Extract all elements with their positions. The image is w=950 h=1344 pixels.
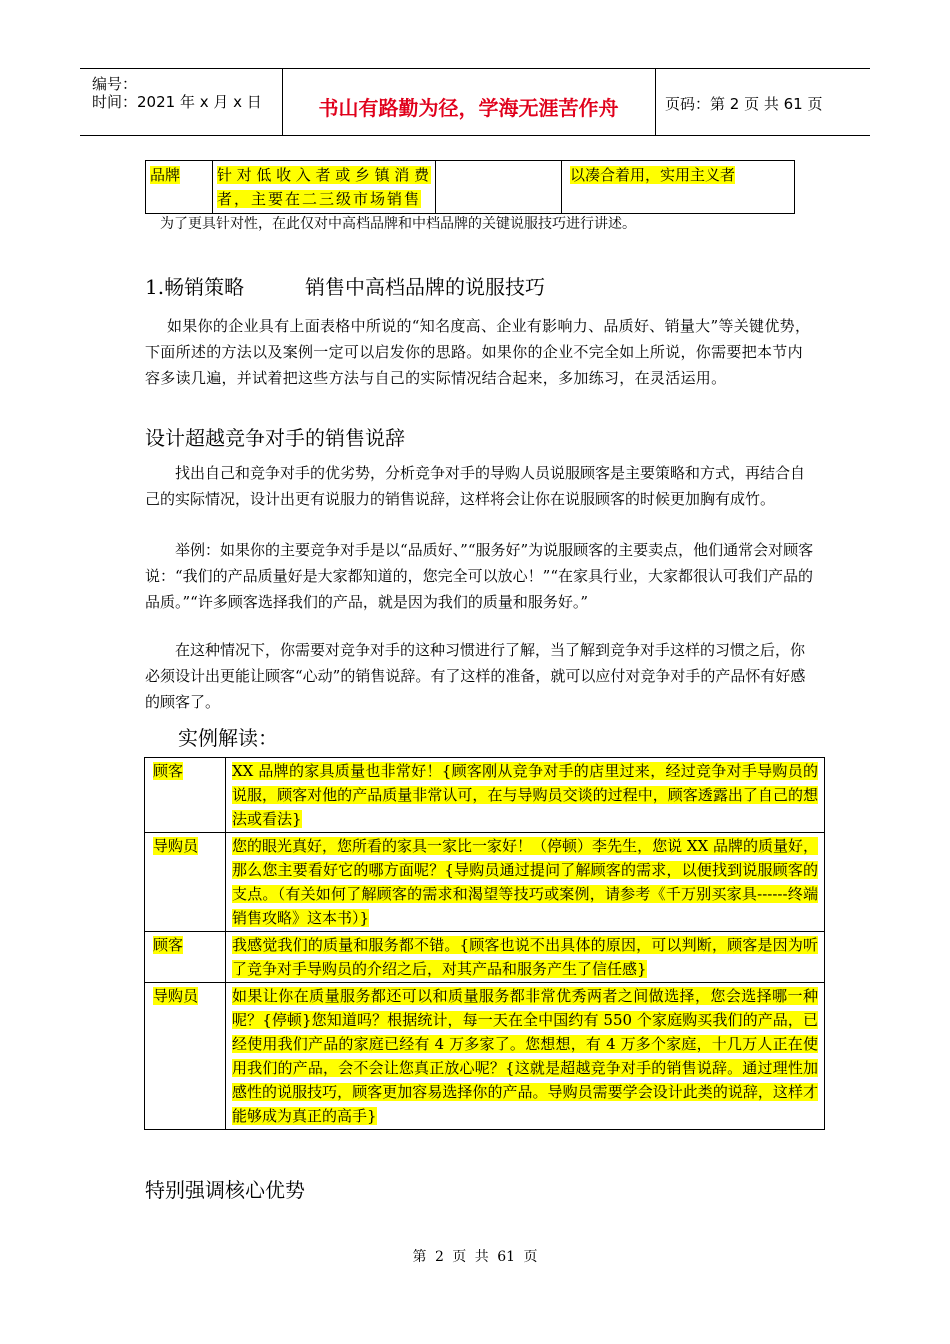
section-number: 1.畅销策略 <box>145 275 245 299</box>
dialogue-role: 顾客 <box>153 762 184 780</box>
table-cell <box>146 161 213 214</box>
header-page-label: 页码：第 2 页 共 61 页 <box>665 95 823 113</box>
table-cell <box>226 758 825 833</box>
table-cell <box>226 833 825 932</box>
section-heading: 设计超越竞争对手的销售说辞 <box>145 426 405 450</box>
section-heading <box>145 271 545 300</box>
dialogue-role: 导购员 <box>153 837 199 855</box>
dialogue-text: 我感觉我们的质量和服务都不错。{顾客也说不出具体的原因，可以判断，顾客是因为听了竞争对手导购员的介绍之后，对其产品和服务产生了信任感} <box>232 936 818 978</box>
table-row <box>145 833 825 932</box>
table-cell <box>436 161 562 214</box>
table-cell <box>226 983 825 1130</box>
table-cell <box>145 932 226 983</box>
paragraph: 在这种情况下，你需要对竞争对手的这种习惯进行了解，当了解到竞争对手这样的习惯之后，你必须设计出更能让顾客“心动”的销售说辞。有了这样的准备，就可以应付对竞争对手的产品怀有好感的顾客了。 <box>145 641 806 711</box>
dialogue-role: 顾客 <box>153 936 184 954</box>
header-bottom-rule <box>80 135 870 136</box>
table-row <box>146 161 795 214</box>
dialogue-text: 您的眼光真好，您所看的家具一家比一家好！（停顿）李先生，您说 XX 品牌的质量好，那么您主要看好它的哪方面呢？{导购员通过提问了解顾客的需求，以便找到说服顾客的支点。（有关如何了解顾客的需求和渴望等技巧或案例，请参考《千万别买家具------终端销售攻略》这本书）} <box>232 837 818 927</box>
paragraph: 如果你的企业具有上面表格中所说的“知名度高、企业有影响力、品质好、销量大”等关键优势，下面所述的方法以及案例一定可以启发你的思路。如果你的企业不完全如上所说，你需要把本节内容多读几遍，并试着把这些方法与自己的实际情况结合起来，多加练习，在灵活运用。 <box>145 317 811 387</box>
table-row <box>145 758 825 833</box>
table-cell <box>562 161 795 214</box>
table-row <box>145 983 825 1130</box>
page-footer: 第 2 页 共 61 页 <box>412 1249 538 1265</box>
brand-table <box>145 160 795 214</box>
dialogue-role: 导购员 <box>153 987 199 1005</box>
paragraph: 举例：如果你的主要竞争对手是以“品质好、”“服务好”为说服顾客的主要卖点，他们通常会对顾客说：“我们的产品质量好是大家都知道的，您完全可以放心！”“在家具行业，大家都很认可我们产品的品质。”“许多顾客选择我们的产品，就是因为我们的质量和服务好。” <box>145 541 814 611</box>
section-title: 销售中高档品牌的说服技巧 <box>305 275 545 299</box>
table-cell <box>145 983 226 1130</box>
table-cell <box>145 833 226 932</box>
table-cell <box>226 932 825 983</box>
note-text: 为了更具针对性，在此仅对中高档品牌和中档品牌的关键说服技巧进行讲述。 <box>160 216 636 232</box>
header-top-rule <box>80 68 870 69</box>
brand-target: 针对低收入者或乡镇消费者，主要在二三级市场销售 <box>217 166 431 208</box>
header-motto: 书山有路勤为径，学海无涯苦作舟 <box>318 96 619 120</box>
dialogue-text: XX 品牌的家具质量也非常好！{顾客刚从竞争对手的店里过来，经过竞争对手导购员的说服，顾客对他的产品质量非常认可，在与导购员交谈的过程中，顾客透露出了自己的想法或看法} <box>232 762 818 828</box>
brand-consumer: 以凑合着用，实用主义者 <box>570 166 736 184</box>
dialogue-text: 如果让你在质量服务都还可以和质量服务都非常优秀两者之间做选择，您会选择哪一种呢？{停顿}您知道吗？根据统计，每一天在全中国约有 550 个家庭购买我们的产品，已经使用我们产品的家庭已经有 4 万多家了。您想想，有 4 万多个家庭，十几万人正在使用我们的产品，会不会让您真正放心呢？{这就是超越竞争对手的销售说辞。通过理性加感性的说服技巧，顾客更加容易选择你的产品。导购员需要学会设计此类的说辞，这样才能够成为真正的高手} <box>232 987 818 1125</box>
header-divider <box>655 68 656 136</box>
section-heading: 特别强调核心优势 <box>145 1178 305 1202</box>
paragraph: 找出自己和竞争对手的优劣势，分析竞争对手的导购人员说服顾客是主要策略和方式，再结合自己的实际情况，设计出更有说服力的销售说辞，这样将会让你在说服顾客的时候更加胸有成竹。 <box>145 464 806 508</box>
table-cell <box>213 161 436 214</box>
header-time-label: 时间：2021 年 x 月 x 日 <box>92 93 262 111</box>
table-row <box>145 932 825 983</box>
brand-label: 品牌 <box>150 166 181 184</box>
section-heading: 实例解读： <box>178 726 278 750</box>
dialogue-table <box>144 757 825 1130</box>
table-cell <box>145 758 226 833</box>
header-number-label: 编号： <box>92 75 138 93</box>
